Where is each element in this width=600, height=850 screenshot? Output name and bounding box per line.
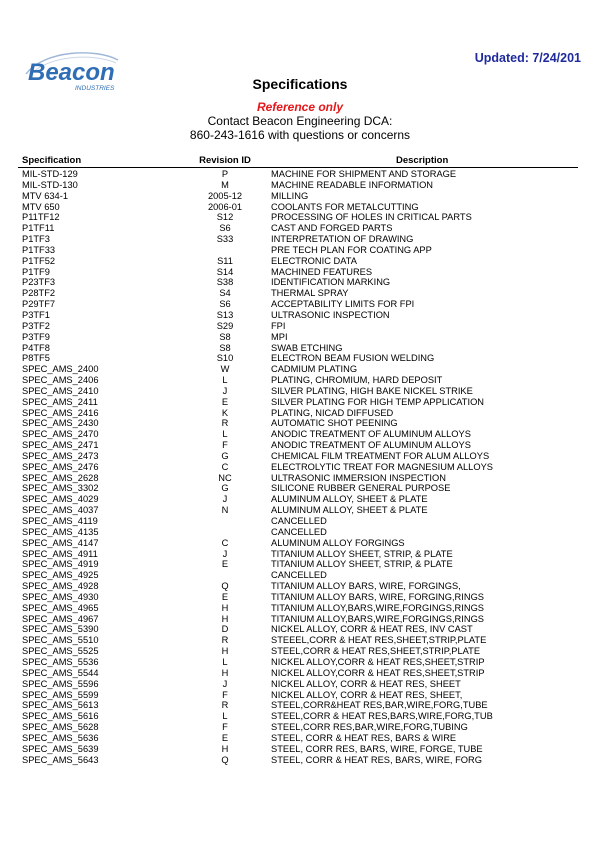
cell-revision-id: J	[222, 385, 228, 396]
cell-revision-id: G	[221, 483, 229, 494]
cell-specification: SPEC_AMS_4965	[22, 602, 99, 613]
table-row	[18, 668, 578, 679]
cell-description: MACHINE READABLE INFORMATION	[271, 179, 434, 190]
table-row	[18, 614, 578, 625]
table-header	[18, 155, 578, 168]
cell-description: STEEL,CORR&HEAT RES,BAR,WIRE,FORG,TUBE	[271, 700, 488, 711]
cell-specification: SPEC_AMS_4930	[22, 591, 99, 602]
table-row	[18, 549, 578, 560]
contact-line-1: Contact Beacon Engineering DCA:	[207, 114, 393, 128]
cell-specification: MTV 634-1	[22, 190, 68, 201]
cell-revision-id: E	[221, 559, 229, 570]
table-row	[18, 332, 578, 343]
cell-revision-id: F	[222, 722, 228, 733]
table-row	[18, 353, 578, 364]
cell-specification: SPEC_AMS_5596	[22, 678, 99, 689]
table-row	[18, 722, 578, 733]
table-row	[18, 646, 578, 657]
column-header-specification: Specification	[22, 155, 82, 166]
cell-revision-id: S6	[219, 223, 231, 234]
table-row	[18, 169, 578, 180]
cell-specification: SPEC_AMS_5643	[22, 754, 99, 765]
table-row	[18, 234, 578, 245]
table-row	[18, 733, 578, 744]
cell-specification: SPEC_AMS_5628	[22, 722, 99, 733]
column-header-revision-id: Revision ID	[199, 155, 251, 166]
table-row	[18, 744, 578, 755]
reference-note: Reference only	[256, 100, 344, 114]
cell-specification: SPEC_AMS_5536	[22, 656, 99, 667]
cell-specification: P4TF8	[22, 342, 50, 353]
updated-date: Updated: 7/24/201	[474, 51, 581, 65]
table-row	[18, 559, 578, 570]
cell-specification: P3TF1	[22, 309, 50, 320]
table-row	[18, 700, 578, 711]
cell-description: PLATING, CHROMIUM, HARD DEPOSIT	[271, 375, 443, 386]
table-row	[18, 267, 578, 278]
cell-description: TITANIUM ALLOY SHEET, STRIP, & PLATE	[271, 559, 453, 570]
cell-revision-id: S12	[216, 212, 234, 223]
cell-description: STEEL, CORR & HEAT RES, BARS, WIRE, FORG	[271, 754, 482, 765]
cell-specification: SPEC_AMS_5510	[22, 635, 99, 646]
cell-description: CANCELLED	[271, 526, 327, 537]
cell-revision-id: S11	[217, 255, 233, 266]
table-row	[18, 603, 578, 614]
cell-description: STEEL, CORR & HEAT RES, BARS & WIRE	[271, 732, 457, 743]
table-row	[18, 256, 578, 267]
cell-revision-id: S10	[216, 353, 234, 364]
cell-revision-id: S13	[216, 309, 234, 320]
table-row	[18, 624, 578, 635]
cell-description: STEEL,CORR & HEAT RES,SHEET,STRIP,PLATE	[271, 646, 481, 657]
cell-revision-id: J	[222, 548, 228, 559]
table-row	[18, 429, 578, 440]
cell-description: ULTRASONIC INSPECTION	[271, 309, 390, 320]
table-row	[18, 310, 578, 321]
contact-info	[0, 114, 600, 142]
cell-specification: MIL-STD-130	[22, 179, 78, 190]
cell-description: CANCELLED	[271, 516, 327, 526]
table-row	[18, 386, 578, 397]
cell-description: MACHINE FOR SHIPMENT AND STORAGE	[271, 169, 457, 179]
table-row	[18, 690, 578, 701]
cell-description: PROCESSING OF HOLES IN CRITICAL PARTS	[271, 212, 472, 223]
cell-revision-id: S29	[216, 320, 234, 331]
cell-description: MACHINED FEATURES	[271, 266, 373, 277]
contact-line-2: 860-243-1616 with questions or concerns	[189, 128, 411, 142]
cell-specification: SPEC_AMS_4119	[22, 516, 98, 526]
cell-revision-id: D	[221, 624, 229, 635]
cell-specification: P29TF7	[22, 299, 56, 310]
cell-specification: SPEC_AMS_5613	[22, 700, 99, 711]
table-row	[18, 408, 578, 419]
cell-description: MPI	[271, 331, 288, 342]
cell-description: NICKEL ALLOY, CORR & HEAT RES, INV CAST	[271, 624, 473, 635]
cell-specification: MTV 650	[22, 201, 60, 212]
cell-specification: SPEC_AMS_2628	[22, 472, 99, 483]
cell-revision-id: F	[222, 440, 228, 451]
cell-revision-id: E	[221, 732, 229, 743]
cell-specification: SPEC_AMS_4147	[22, 537, 99, 548]
cell-description: ALUMINUM ALLOY FORGINGS	[271, 537, 405, 548]
cell-specification: SPEC_AMS_2400	[22, 364, 99, 375]
table-row	[18, 538, 578, 549]
cell-description: INTERPRETATION OF DRAWING	[271, 234, 414, 245]
table-row	[18, 570, 578, 581]
cell-revision-id: J	[222, 494, 228, 505]
cell-description: THERMAL SPRAY	[271, 288, 349, 299]
cell-specification: SPEC_AMS_5390	[22, 624, 99, 635]
cell-revision-id: L	[222, 711, 228, 722]
cell-revision-id: L	[222, 656, 228, 667]
cell-description: STEEEL,CORR & HEAT RES,SHEET,STRIP,PLATE	[271, 635, 487, 646]
cell-specification: SPEC_AMS_3302	[22, 483, 99, 494]
cell-description: CHEMICAL FILM TREATMENT FOR ALUM ALLOYS	[271, 450, 490, 461]
table-row	[18, 440, 578, 451]
cell-description: STEEL,CORR RES,BAR,WIRE,FORG,TUBING	[271, 722, 468, 733]
cell-description: STEEL, CORR RES, BARS, WIRE, FORGE, TUBE	[271, 743, 483, 754]
cell-specification: P1TF11	[22, 223, 55, 234]
cell-specification: SPEC_AMS_5639	[22, 743, 99, 754]
cell-specification: SPEC_AMS_2476	[22, 461, 99, 472]
cell-revision-id: H	[221, 743, 229, 754]
cell-description: STEEL,CORR & HEAT RES,BARS,WIRE,FORG,TUB	[271, 711, 493, 722]
table-row	[18, 321, 578, 332]
table-row	[18, 418, 578, 429]
cell-specification: SPEC_AMS_2470	[22, 429, 99, 440]
cell-description: PLATING, NICAD DIFFUSED	[271, 407, 394, 418]
cell-specification: SPEC_AMS_5544	[22, 667, 99, 678]
cell-revision-id: H	[221, 646, 229, 657]
cell-revision-id: H	[221, 613, 229, 624]
cell-specification: SPEC_AMS_4135	[22, 526, 99, 537]
table-row	[18, 191, 578, 202]
cell-revision-id: NC	[218, 472, 232, 483]
cell-description: TITANIUM ALLOY,BARS,WIRE,FORGINGS,RINGS	[271, 602, 485, 613]
cell-specification: SPEC_AMS_5599	[22, 689, 99, 700]
cell-revision-id: Q	[221, 754, 229, 765]
cell-revision-id: L	[222, 375, 228, 386]
cell-specification: SPEC_AMS_4037	[22, 505, 99, 516]
cell-specification: SPEC_AMS_4919	[22, 559, 99, 570]
table-row	[18, 635, 578, 646]
cell-revision-id: S6	[219, 299, 231, 310]
cell-description: TITANIUM ALLOY BARS, WIRE, FORGING,RINGS	[271, 591, 484, 602]
cell-specification: P3TF2	[22, 320, 50, 331]
cell-specification: P28TF2	[22, 288, 56, 299]
cell-specification: MIL-STD-129	[22, 169, 78, 179]
table-row	[18, 711, 578, 722]
cell-description: CANCELLED	[271, 570, 327, 581]
cell-revision-id: P	[221, 169, 229, 179]
cell-specification: P1TF9	[22, 266, 50, 277]
cell-description: NICKEL ALLOY, CORR & HEAT RES, SHEET,	[271, 689, 463, 700]
cell-description: CAST AND FORGED PARTS	[271, 223, 393, 234]
cell-revision-id: S4	[219, 288, 231, 299]
cell-description: MILLING	[271, 190, 309, 201]
cell-specification: P1TF33	[22, 244, 56, 255]
cell-specification: SPEC_AMS_2430	[22, 418, 99, 429]
cell-description: NICKEL ALLOY, CORR & HEAT RES, SHEET	[271, 678, 461, 689]
table-row	[18, 483, 578, 494]
table-row	[18, 245, 578, 256]
table-row	[18, 364, 578, 375]
cell-revision-id: E	[221, 396, 229, 407]
cell-revision-id: E	[221, 591, 229, 602]
cell-specification: SPEC_AMS_2416	[22, 407, 99, 418]
cell-specification: SPEC_AMS_5616	[22, 711, 99, 722]
cell-specification: P23TF3	[22, 277, 56, 288]
table-row	[18, 527, 578, 538]
cell-revision-id: C	[221, 461, 229, 472]
cell-specification: P11TF12	[22, 212, 60, 223]
cell-description: ALUMINUM ALLOY, SHEET & PLATE	[271, 505, 428, 516]
cell-specification: SPEC_AMS_2406	[22, 375, 99, 386]
logo-subtext: INDUSTRIES	[75, 85, 115, 92]
spec-table-body	[18, 169, 578, 765]
cell-revision-id: S33	[216, 234, 234, 245]
table-row	[18, 375, 578, 386]
cell-specification: SPEC_AMS_4029	[22, 494, 99, 505]
cell-specification: SPEC_AMS_2471	[22, 440, 99, 451]
cell-description: ELECTRONIC DATA	[271, 255, 357, 266]
cell-specification: SPEC_AMS_2411	[22, 396, 98, 407]
cell-description: CADMIUM PLATING	[271, 364, 358, 375]
cell-description: TITANIUM ALLOY SHEET, STRIP, & PLATE	[271, 548, 453, 559]
table-row	[18, 451, 578, 462]
cell-description: PRE TECH PLAN FOR COATING APP	[271, 244, 432, 255]
cell-revision-id: R	[221, 635, 229, 646]
cell-revision-id: H	[221, 667, 229, 678]
table-row	[18, 679, 578, 690]
table-row	[18, 397, 578, 408]
cell-revision-id: Q	[221, 581, 229, 592]
cell-specification: P3TF9	[22, 331, 50, 342]
cell-revision-id: K	[221, 407, 229, 418]
cell-revision-id: S14	[216, 266, 234, 277]
cell-revision-id: R	[221, 418, 229, 429]
cell-revision-id: S8	[219, 342, 231, 353]
cell-description: ACCEPTABILITY LIMITS FOR FPI	[271, 299, 415, 310]
cell-revision-id: L	[222, 429, 228, 440]
table-row	[18, 581, 578, 592]
cell-specification: SPEC_AMS_4911	[22, 548, 98, 559]
table-row	[18, 299, 578, 310]
column-header-description: Description	[396, 155, 449, 166]
cell-revision-id: N	[221, 505, 229, 516]
table-row	[18, 277, 578, 288]
cell-description: FPI	[271, 320, 286, 331]
table-row	[18, 755, 578, 766]
table-row	[18, 505, 578, 516]
cell-description: ELECTROLYTIC TREAT FOR MAGNESIUM ALLOYS	[271, 461, 493, 472]
table-row	[18, 473, 578, 484]
logo-wordmark: Beacon	[28, 59, 115, 86]
cell-description: ANODIC TREATMENT OF ALUMINUM ALLOYS	[271, 429, 471, 440]
cell-specification: SPEC_AMS_4925	[22, 570, 99, 581]
table-row	[18, 516, 578, 527]
cell-specification: P8TF5	[22, 353, 50, 364]
cell-description: SILVER PLATING, HIGH BAKE NICKEL STRIKE	[271, 385, 473, 396]
table-row	[18, 657, 578, 668]
table-row	[18, 288, 578, 299]
table-row	[18, 494, 578, 505]
cell-revision-id: 2006-01	[207, 201, 243, 212]
cell-description: ALUMINUM ALLOY, SHEET & PLATE	[271, 494, 428, 505]
cell-description: SILICONE RUBBER GENERAL PURPOSE	[271, 483, 451, 494]
table-row	[18, 592, 578, 603]
cell-specification: SPEC_AMS_4967	[22, 613, 99, 624]
cell-revision-id: S38	[216, 277, 234, 288]
cell-revision-id: M	[221, 179, 229, 190]
cell-revision-id: R	[221, 700, 229, 711]
cell-revision-id: H	[221, 602, 229, 613]
table-row	[18, 180, 578, 191]
page-title: Specifications	[252, 76, 348, 92]
cell-specification: SPEC_AMS_5636	[22, 732, 99, 743]
cell-revision-id: W	[220, 364, 230, 375]
cell-description: TITANIUM ALLOY BARS, WIRE, FORGINGS,	[271, 581, 461, 592]
cell-specification: P1TF52	[22, 255, 56, 266]
cell-specification: SPEC_AMS_5525	[22, 646, 99, 657]
cell-description: IDENTIFICATION MARKING	[271, 277, 391, 288]
table-row	[18, 212, 578, 223]
cell-revision-id: C	[221, 537, 229, 548]
cell-specification: SPEC_AMS_2410	[22, 385, 99, 396]
cell-description: SILVER PLATING FOR HIGH TEMP APPLICATION	[271, 396, 485, 407]
cell-revision-id: J	[222, 678, 228, 689]
cell-description: TITANIUM ALLOY,BARS,WIRE,FORGINGS,RINGS	[271, 613, 485, 624]
cell-description: ANODIC TREATMENT OF ALUMINUM ALLOYS	[271, 440, 471, 451]
cell-description: AUTOMATIC SHOT PEENING	[271, 418, 398, 429]
cell-specification: P1TF3	[22, 234, 50, 245]
cell-specification: SPEC_AMS_4928	[22, 581, 99, 592]
cell-description: ULTRASONIC IMMERSION INSPECTION	[271, 472, 446, 483]
cell-description: NICKEL ALLOY,CORR & HEAT RES,SHEET,STRIP	[271, 667, 485, 678]
cell-description: COOLANTS FOR METALCUTTING	[271, 201, 419, 212]
table-row	[18, 462, 578, 473]
table-row	[18, 202, 578, 213]
cell-revision-id: G	[221, 450, 229, 461]
cell-revision-id: F	[222, 689, 228, 700]
cell-description: NICKEL ALLOY,CORR & HEAT RES,SHEET,STRIP	[271, 656, 485, 667]
cell-specification: SPEC_AMS_2473	[22, 450, 99, 461]
cell-revision-id: S8	[219, 331, 231, 342]
table-row	[18, 343, 578, 354]
cell-description: SWAB ETCHING	[271, 342, 343, 353]
cell-description: ELECTRON BEAM FUSION WELDING	[271, 353, 435, 364]
cell-revision-id: 2005-12	[207, 190, 243, 201]
table-row	[18, 223, 578, 234]
